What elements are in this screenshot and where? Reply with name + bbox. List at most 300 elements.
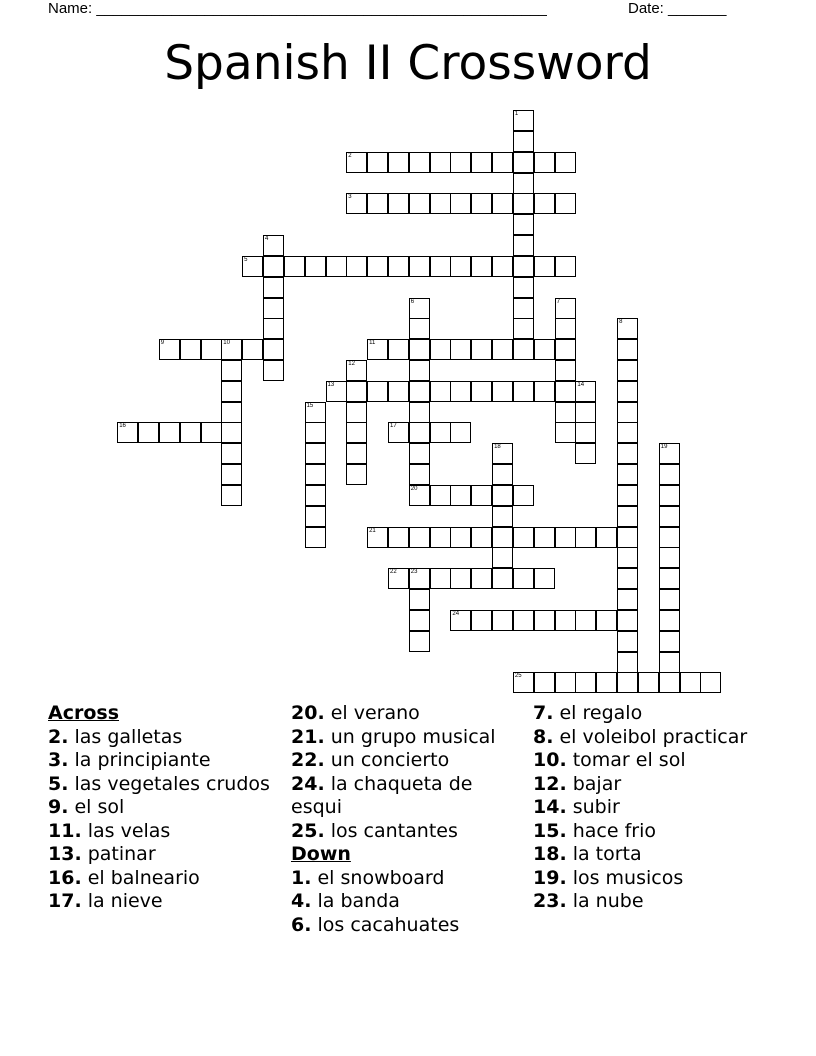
grid-cell[interactable] <box>409 443 430 464</box>
clue-item <box>291 914 526 938</box>
grid-cell[interactable] <box>534 610 555 631</box>
clue-item <box>291 820 526 844</box>
clue-item <box>48 843 278 867</box>
clue-text: la nube <box>566 890 644 912</box>
grid-cell[interactable] <box>117 422 138 443</box>
grid-cell[interactable] <box>346 256 367 277</box>
grid-cell[interactable] <box>409 152 430 173</box>
clue-number: 3. <box>48 749 69 771</box>
clue-number: 18. <box>533 843 567 865</box>
clue-number-label: 17 <box>390 423 397 430</box>
grid-cell[interactable] <box>575 381 596 402</box>
grid-cell[interactable] <box>575 672 596 693</box>
grid-cell[interactable] <box>305 443 326 464</box>
grid-cell[interactable] <box>617 610 638 631</box>
clue-text: el sol <box>68 796 125 818</box>
clue-item <box>48 820 278 844</box>
grid-cell[interactable] <box>263 256 284 277</box>
grid-cell[interactable] <box>430 339 451 360</box>
clue-number: 12. <box>533 772 567 795</box>
grid-cell[interactable] <box>555 610 576 631</box>
grid-cell[interactable] <box>513 298 534 319</box>
clue-item <box>48 726 278 750</box>
grid-cell[interactable] <box>617 464 638 485</box>
clue-item <box>533 749 773 773</box>
grid-cell[interactable] <box>430 485 451 506</box>
clue-item <box>48 773 278 797</box>
clue-number: 14. <box>533 796 567 818</box>
clue-number-label: 8 <box>619 319 623 326</box>
grid-cell[interactable] <box>471 256 492 277</box>
grid-cell[interactable] <box>534 339 555 360</box>
grid-cell[interactable] <box>513 318 534 339</box>
grid-cell[interactable] <box>305 527 326 548</box>
grid-cell[interactable] <box>596 527 617 548</box>
clue-number: 23. <box>533 890 567 912</box>
clue-item <box>48 796 278 820</box>
grid-cell[interactable] <box>409 402 430 423</box>
grid-cell[interactable] <box>513 131 534 152</box>
clue-text: bajar <box>566 772 622 795</box>
grid-cell[interactable] <box>617 547 638 568</box>
clue-number: 5. <box>48 772 69 795</box>
clue-number: 2. <box>48 725 69 748</box>
clue-number: 17. <box>48 890 82 912</box>
grid-cell[interactable] <box>159 339 180 360</box>
grid-cell[interactable] <box>450 152 471 173</box>
grid-cell[interactable] <box>221 360 242 381</box>
grid-cell[interactable] <box>575 610 596 631</box>
grid-cell[interactable] <box>326 256 347 277</box>
grid-cell[interactable] <box>471 339 492 360</box>
grid-cell[interactable] <box>284 256 305 277</box>
grid-cell[interactable] <box>138 422 159 443</box>
grid-cell[interactable] <box>430 152 451 173</box>
grid-cell[interactable] <box>513 152 534 173</box>
clue-number: 20. <box>291 702 325 724</box>
grid-cell[interactable] <box>388 527 409 548</box>
clue-text: las vegetales crudos <box>68 772 270 795</box>
clue-number: 6. <box>291 913 312 936</box>
clue-text: tomar el sol <box>566 749 686 771</box>
grid-cell[interactable] <box>201 339 222 360</box>
grid-cell[interactable] <box>534 152 555 173</box>
date-field[interactable]: Date: _______ <box>628 0 727 17</box>
grid-cell[interactable] <box>430 381 451 402</box>
clue-number: 8. <box>533 725 554 748</box>
grid-cell[interactable] <box>346 152 367 173</box>
clue-item <box>533 796 773 820</box>
grid-cell[interactable] <box>409 318 430 339</box>
clue-item <box>291 890 526 914</box>
grid-cell[interactable] <box>659 506 680 527</box>
grid-cell[interactable] <box>513 235 534 256</box>
clue-text: la principiante <box>68 749 211 771</box>
grid-cell[interactable] <box>201 422 222 443</box>
grid-cell[interactable] <box>409 381 430 402</box>
clue-number: 22. <box>291 749 325 771</box>
grid-cell[interactable] <box>555 422 576 443</box>
grid-cell[interactable] <box>221 485 242 506</box>
grid-cell[interactable] <box>221 464 242 485</box>
grid-cell[interactable] <box>430 527 451 548</box>
grid-cell[interactable] <box>221 339 242 360</box>
clue-text: el snowboard <box>311 866 445 889</box>
grid-cell[interactable] <box>617 589 638 610</box>
clue-number-label: 11 <box>369 340 376 347</box>
clue-text: subir <box>566 796 620 818</box>
grid-cell[interactable] <box>221 422 242 443</box>
grid-cell[interactable] <box>659 547 680 568</box>
clue-number-label: 25 <box>514 673 522 680</box>
grid-cell[interactable] <box>492 506 513 527</box>
clue-text: la torta <box>566 843 642 865</box>
clue-item <box>48 749 278 773</box>
clue-number-label: 12 <box>348 361 355 367</box>
grid-cell[interactable] <box>263 318 284 339</box>
grid-cell[interactable] <box>617 402 638 423</box>
grid-cell[interactable] <box>388 152 409 173</box>
grid-cell[interactable] <box>305 464 326 485</box>
clue-item <box>291 702 526 726</box>
grid-cell[interactable] <box>305 402 326 423</box>
clue-text: el verano <box>324 702 420 724</box>
grid-cell[interactable] <box>680 672 701 693</box>
grid-cell[interactable] <box>409 631 430 652</box>
grid-cell[interactable] <box>180 339 201 360</box>
grid-cell[interactable] <box>534 256 555 277</box>
grid-cell[interactable] <box>700 672 721 693</box>
grid-cell[interactable] <box>346 381 367 402</box>
grid-cell[interactable] <box>180 422 201 443</box>
grid-cell[interactable] <box>617 360 638 381</box>
grid-cell[interactable] <box>555 360 576 381</box>
grid-cell[interactable] <box>575 402 596 423</box>
grid-cell[interactable] <box>513 173 534 194</box>
clue-number: 7. <box>533 702 554 724</box>
grid-cell[interactable] <box>305 506 326 527</box>
grid-cell[interactable] <box>471 610 492 631</box>
clue-text: el voleibol practicar <box>553 725 748 748</box>
page-title: Spanish II Crossword <box>164 36 652 91</box>
grid-cell[interactable] <box>263 235 284 256</box>
grid-cell[interactable] <box>513 381 534 402</box>
clue-text: el regalo <box>553 702 643 724</box>
grid-cell[interactable] <box>409 256 430 277</box>
clue-text: las velas <box>81 819 171 842</box>
grid-cell[interactable] <box>409 360 430 381</box>
down-heading: Down <box>291 843 351 865</box>
grid-cell[interactable] <box>263 339 284 360</box>
clue-number: 4. <box>291 890 312 912</box>
grid-cell[interactable] <box>430 568 451 589</box>
clue-item <box>48 867 278 891</box>
grid-cell[interactable] <box>305 485 326 506</box>
grid-cell[interactable] <box>409 464 430 485</box>
grid-cell[interactable] <box>659 631 680 652</box>
grid-cell[interactable] <box>242 256 263 277</box>
grid-cell[interactable] <box>596 610 617 631</box>
grid-cell[interactable] <box>305 422 326 443</box>
clue-text: hace frio <box>566 819 656 842</box>
grid-cell[interactable] <box>617 422 638 443</box>
clue-text: un grupo musical <box>324 725 496 748</box>
grid-cell[interactable] <box>159 422 180 443</box>
grid-cell[interactable] <box>659 527 680 548</box>
grid-cell[interactable] <box>513 672 534 693</box>
grid-cell[interactable] <box>221 381 242 402</box>
grid-cell[interactable] <box>555 318 576 339</box>
clue-number: 1. <box>291 866 312 889</box>
grid-cell[interactable] <box>221 443 242 464</box>
grid-cell[interactable] <box>555 527 576 548</box>
grid-cell[interactable] <box>617 318 638 339</box>
clue-item <box>533 726 773 750</box>
clue-number: 10. <box>533 749 567 771</box>
grid-cell[interactable] <box>513 214 534 235</box>
clue-number: 15. <box>533 819 567 842</box>
grid-cell[interactable] <box>409 339 430 360</box>
clue-text: las galletas <box>68 725 183 748</box>
grid-cell[interactable] <box>450 610 471 631</box>
grid-cell[interactable] <box>409 485 430 506</box>
clue-text: un concierto <box>324 749 450 771</box>
grid-cell[interactable] <box>575 422 596 443</box>
grid-cell[interactable] <box>430 256 451 277</box>
clue-item <box>533 843 773 867</box>
grid-cell[interactable] <box>242 339 263 360</box>
grid-cell[interactable] <box>367 339 388 360</box>
grid-cell[interactable] <box>409 298 430 319</box>
grid-cell[interactable] <box>534 381 555 402</box>
grid-cell[interactable] <box>555 672 576 693</box>
grid-cell[interactable] <box>659 568 680 589</box>
grid-cell[interactable] <box>534 568 555 589</box>
clue-number-label: 9 <box>160 340 165 347</box>
grid-cell[interactable] <box>346 193 367 214</box>
grid-cell[interactable] <box>450 485 471 506</box>
grid-cell[interactable] <box>471 568 492 589</box>
across-heading: Across <box>48 702 120 724</box>
clue-number-label: 22 <box>390 569 397 576</box>
clue-column-1 <box>48 702 278 914</box>
grid-cell[interactable] <box>492 610 513 631</box>
grid-cell[interactable] <box>617 672 638 693</box>
clue-number-label: 23 <box>410 569 418 576</box>
grid-cell[interactable] <box>555 339 576 360</box>
grid-cell[interactable] <box>513 193 534 214</box>
grid-cell[interactable] <box>450 527 471 548</box>
clue-text: los cantantes <box>324 819 458 842</box>
grid-cell[interactable] <box>409 610 430 631</box>
grid-cell[interactable] <box>430 422 451 443</box>
clue-text: la nieve <box>81 890 163 912</box>
clue-number-label: 2 <box>348 152 352 159</box>
clue-text: patinar <box>81 843 156 865</box>
grid-cell[interactable] <box>367 527 388 548</box>
grid-cell[interactable] <box>575 443 596 464</box>
clue-text: la banda <box>311 890 400 912</box>
grid-cell[interactable] <box>659 652 680 673</box>
grid-cell[interactable] <box>388 568 409 589</box>
grid-cell[interactable] <box>263 277 284 298</box>
grid-cell[interactable] <box>409 568 430 589</box>
grid-cell[interactable] <box>492 381 513 402</box>
grid-cell[interactable] <box>409 422 430 443</box>
grid-cell[interactable] <box>575 527 596 548</box>
clue-item <box>291 749 526 773</box>
grid-cell[interactable] <box>492 547 513 568</box>
grid-cell[interactable] <box>617 506 638 527</box>
grid-cell[interactable] <box>388 422 409 443</box>
grid-cell[interactable] <box>471 193 492 214</box>
grid-cell[interactable] <box>555 402 576 423</box>
name-field[interactable]: Name: ______________________________________________________ <box>48 0 547 17</box>
grid-cell[interactable] <box>388 339 409 360</box>
clue-number-label: 20 <box>410 485 418 492</box>
grid-cell[interactable] <box>388 256 409 277</box>
grid-cell[interactable] <box>346 464 367 485</box>
grid-cell[interactable] <box>221 402 242 423</box>
grid-cell[interactable] <box>513 568 534 589</box>
grid-cell[interactable] <box>534 527 555 548</box>
clue-item <box>533 867 773 891</box>
clue-number-label: 16 <box>119 423 126 430</box>
grid-cell[interactable] <box>617 652 638 673</box>
grid-cell[interactable] <box>471 381 492 402</box>
grid-cell[interactable] <box>513 485 534 506</box>
clue-number-label: 5 <box>244 256 248 263</box>
grid-cell[interactable] <box>513 339 534 360</box>
grid-cell[interactable] <box>409 527 430 548</box>
clue-number-label: 4 <box>265 236 269 242</box>
clue-item <box>533 773 773 797</box>
grid-cell[interactable] <box>555 193 576 214</box>
grid-cell[interactable] <box>659 672 680 693</box>
clue-item <box>533 820 773 844</box>
grid-cell[interactable] <box>513 527 534 548</box>
grid-cell[interactable] <box>409 589 430 610</box>
clue-number: 25. <box>291 819 325 842</box>
grid-cell[interactable] <box>617 568 638 589</box>
grid-cell[interactable] <box>263 360 284 381</box>
grid-cell[interactable] <box>409 193 430 214</box>
clue-item <box>48 890 278 914</box>
clue-column-2 <box>291 702 526 937</box>
grid-cell[interactable] <box>450 381 471 402</box>
clue-number-label: 21 <box>369 527 376 534</box>
clue-number: 11. <box>48 819 82 842</box>
grid-cell[interactable] <box>513 110 534 131</box>
grid-cell[interactable] <box>555 298 576 319</box>
clue-number-label: 15 <box>306 402 314 409</box>
grid-cell[interactable] <box>450 339 471 360</box>
grid-cell[interactable] <box>534 193 555 214</box>
clue-number-label: 3 <box>348 194 352 201</box>
grid-cell[interactable] <box>534 672 555 693</box>
grid-cell[interactable] <box>346 443 367 464</box>
clue-item <box>533 702 773 726</box>
grid-cell[interactable] <box>471 527 492 548</box>
clue-number: 9. <box>48 796 69 818</box>
grid-cell[interactable] <box>617 339 638 360</box>
clue-column-3 <box>533 702 773 914</box>
grid-cell[interactable] <box>450 568 471 589</box>
grid-cell[interactable] <box>659 589 680 610</box>
grid-cell[interactable] <box>492 568 513 589</box>
grid-cell[interactable] <box>471 485 492 506</box>
clue-number-label: 19 <box>660 444 668 451</box>
grid-cell[interactable] <box>326 381 347 402</box>
clue-item <box>291 867 526 891</box>
grid-cell[interactable] <box>513 256 534 277</box>
grid-cell[interactable] <box>617 485 638 506</box>
clue-number-label: 7 <box>556 298 560 305</box>
grid-cell[interactable] <box>659 485 680 506</box>
grid-cell[interactable] <box>492 152 513 173</box>
clue-number: 24. <box>291 772 325 795</box>
grid-cell[interactable] <box>555 381 576 402</box>
clue-item <box>291 726 526 750</box>
clue-number-label: 10 <box>223 340 230 347</box>
grid-cell[interactable] <box>492 527 513 548</box>
grid-cell[interactable] <box>367 193 388 214</box>
grid-cell[interactable] <box>388 381 409 402</box>
grid-cell[interactable] <box>513 277 534 298</box>
clue-number-label: 14 <box>577 381 585 388</box>
grid-cell[interactable] <box>617 631 638 652</box>
grid-cell[interactable] <box>492 464 513 485</box>
grid-cell[interactable] <box>492 193 513 214</box>
clue-number-label: 13 <box>327 381 335 388</box>
grid-cell[interactable] <box>617 443 638 464</box>
clue-item <box>291 773 526 820</box>
grid-cell[interactable] <box>346 422 367 443</box>
grid-cell[interactable] <box>263 298 284 319</box>
grid-cell[interactable] <box>492 339 513 360</box>
grid-cell[interactable] <box>388 193 409 214</box>
grid-cell[interactable] <box>617 381 638 402</box>
clue-item <box>533 890 773 914</box>
grid-cell[interactable] <box>555 256 576 277</box>
grid-cell[interactable] <box>638 672 659 693</box>
grid-cell[interactable] <box>450 193 471 214</box>
clue-number: 13. <box>48 843 82 865</box>
grid-cell[interactable] <box>305 256 326 277</box>
grid-cell[interactable] <box>659 464 680 485</box>
grid-cell[interactable] <box>367 256 388 277</box>
grid-cell[interactable] <box>430 193 451 214</box>
grid-cell[interactable] <box>346 402 367 423</box>
grid-cell[interactable] <box>346 360 367 381</box>
grid-cell[interactable] <box>471 152 492 173</box>
grid-cell[interactable] <box>555 152 576 173</box>
grid-cell[interactable] <box>450 256 471 277</box>
grid-cell[interactable] <box>513 610 534 631</box>
grid-cell[interactable] <box>492 443 513 464</box>
grid-cell[interactable] <box>367 152 388 173</box>
clue-text: los cacahuates <box>311 913 460 936</box>
grid-cell[interactable] <box>659 610 680 631</box>
grid-cell[interactable] <box>596 672 617 693</box>
grid-cell[interactable] <box>659 443 680 464</box>
grid-cell[interactable] <box>492 485 513 506</box>
grid-cell[interactable] <box>492 256 513 277</box>
clue-number-label: 24 <box>452 610 460 617</box>
grid-cell[interactable] <box>450 422 471 443</box>
grid-cell[interactable] <box>617 527 638 548</box>
grid-cell[interactable] <box>367 381 388 402</box>
